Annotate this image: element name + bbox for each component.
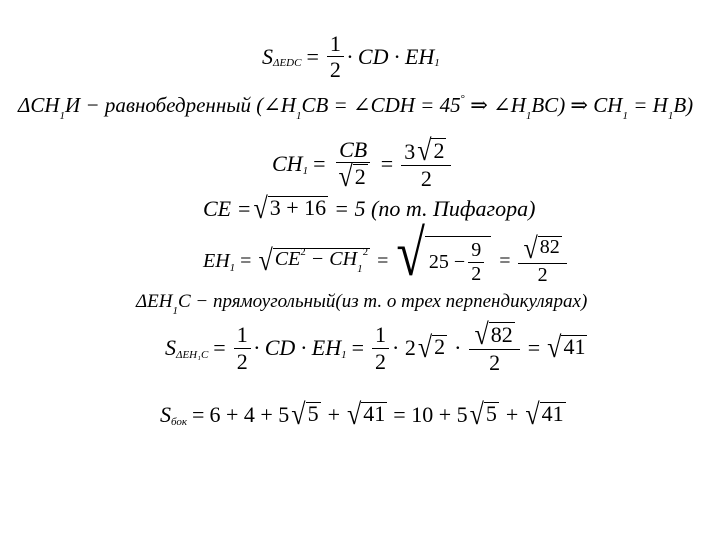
subscript: 1	[59, 110, 65, 122]
fraction-half	[234, 323, 251, 372]
equality-text: = H	[627, 93, 668, 117]
degree-sign: °	[460, 93, 465, 105]
subscript: 1	[341, 348, 347, 361]
equals-sign: =	[351, 335, 365, 361]
fraction-root82-2	[469, 317, 519, 375]
sqrt: √ 3 + 16	[253, 191, 327, 226]
radicand: 82	[490, 322, 513, 347]
dot: ·	[454, 335, 462, 361]
sqrt-25-minus: √ 25 − $\frac{9}{2}$	[396, 236, 491, 285]
equals-sign: =	[240, 250, 252, 272]
fraction-denominator: 2	[537, 264, 548, 286]
angle-text: CB = ∠CDH = 45	[301, 93, 461, 117]
formula-area-eh1c	[165, 317, 589, 375]
formula-eh1	[203, 218, 570, 291]
fraction-numerator: 9	[468, 240, 484, 263]
plus-sign: +	[505, 402, 519, 427]
exponent: 2	[300, 246, 306, 258]
fraction-cb-root2	[333, 137, 372, 194]
fraction-half	[372, 323, 389, 372]
coefficient: 3	[404, 139, 416, 164]
triangle-text: ΔCH	[18, 93, 60, 117]
fraction-3root2-2	[401, 133, 451, 191]
radicand: 2	[434, 334, 446, 360]
equals-sign: =	[377, 250, 389, 272]
equals-sign: =	[306, 43, 319, 69]
fraction-numerator: √ 82	[518, 236, 566, 264]
triangle-text: ΔEH	[136, 291, 173, 312]
equals-sign: =	[192, 402, 205, 427]
s-subscript: бок	[171, 415, 188, 428]
ch-symbol: CH	[272, 151, 303, 177]
formula-area-edc	[262, 32, 440, 81]
equals-sign: =	[313, 151, 326, 177]
subscript: 1	[302, 164, 309, 177]
fraction-numerator: √ 82	[469, 322, 519, 350]
fraction-numerator: 1	[234, 323, 251, 348]
radicand: 2	[354, 164, 366, 190]
formula-ch1	[272, 133, 454, 194]
ch: − CH	[305, 248, 358, 270]
sqrt: √ 2	[417, 330, 446, 365]
sum-text: = 10 + 5	[393, 402, 468, 427]
fraction-numerator: 1	[372, 323, 389, 348]
product-text: · CD · EH	[346, 43, 435, 69]
fraction-denominator: 2	[420, 166, 432, 191]
radicand: 41	[563, 334, 586, 360]
subscript: 1	[172, 305, 178, 317]
isosceles-statement	[18, 93, 694, 122]
formula-ce	[203, 191, 536, 226]
eh-symbol: EH	[203, 250, 230, 272]
sqrt: √ 41	[547, 330, 586, 365]
ce-result: = 5 (по т. Пифагора)	[334, 196, 536, 221]
subscript: 1	[295, 110, 302, 122]
right-triangle-statement	[136, 291, 588, 317]
equals-sign: =	[380, 151, 394, 177]
conclusion-text: BC) ⇒ CH	[531, 93, 623, 117]
implies-text: ⇒ ∠H	[465, 93, 526, 117]
fraction-denominator: 2	[489, 350, 501, 375]
radicand: 41	[541, 401, 564, 426]
fraction-denominator: 2	[471, 262, 482, 285]
eh-subscript: 1	[434, 57, 440, 70]
radicand: 2	[433, 138, 445, 163]
s-symbol: S	[160, 402, 171, 427]
sum-text: 6 + 4 + 5	[209, 402, 290, 427]
sqrt: √ 5	[469, 397, 497, 432]
exponent: 2	[362, 246, 369, 258]
fraction-denominator: √ 2	[338, 159, 366, 194]
subscript: 1	[622, 110, 628, 122]
s-subscript: ΔEH₁C	[176, 348, 209, 361]
fraction-numerator: 1	[327, 32, 344, 57]
equals-sign: =	[527, 335, 541, 361]
radicand: 82	[538, 236, 562, 262]
closing-text: B)	[673, 93, 694, 117]
sqrt: √ 41	[525, 397, 564, 432]
fraction	[468, 240, 484, 285]
radicand: 5	[485, 401, 497, 426]
product-text: · 2	[392, 335, 416, 361]
fraction-numerator: 3 √ 2	[401, 138, 451, 166]
fraction-half	[327, 32, 344, 81]
subscript: 1	[229, 261, 236, 274]
s-symbol: S	[262, 43, 273, 69]
statement-text: И − равнобедренный (∠H	[65, 93, 296, 117]
sqrt: √ 5	[291, 397, 319, 432]
radicand: 41	[363, 401, 386, 426]
sqrt: √ 41	[347, 397, 386, 432]
ce-lhs: CE =	[203, 196, 252, 221]
minuend: 25 −	[428, 251, 466, 274]
formula-lateral-area	[160, 397, 568, 432]
s-subscript: ΔEDC	[273, 57, 302, 70]
equals-sign: =	[213, 335, 226, 361]
subscript: 1	[357, 263, 363, 275]
plus-sign: +	[327, 402, 340, 427]
subscript: 1	[525, 110, 532, 122]
statement-text: C − прямоугольный(из т. о трех перпендикулярах)	[177, 291, 588, 312]
s-symbol: S	[165, 335, 176, 361]
ce: CE	[274, 248, 301, 270]
product-text: · CD · EH	[253, 335, 342, 361]
fraction-denominator: 2	[236, 348, 248, 374]
fraction-numerator: CB	[336, 138, 370, 163]
fraction-denominator: 2	[329, 57, 341, 83]
fraction-denominator: 2	[375, 348, 387, 374]
fraction-root82-2	[518, 231, 566, 286]
subscript: 1	[667, 110, 674, 122]
radicand: 3 + 16	[269, 195, 327, 220]
sqrt-ce-ch: √ $CE^2 - CH_1^2$	[258, 243, 369, 278]
equals-sign: =	[499, 250, 511, 272]
radicand: 5	[307, 401, 319, 426]
